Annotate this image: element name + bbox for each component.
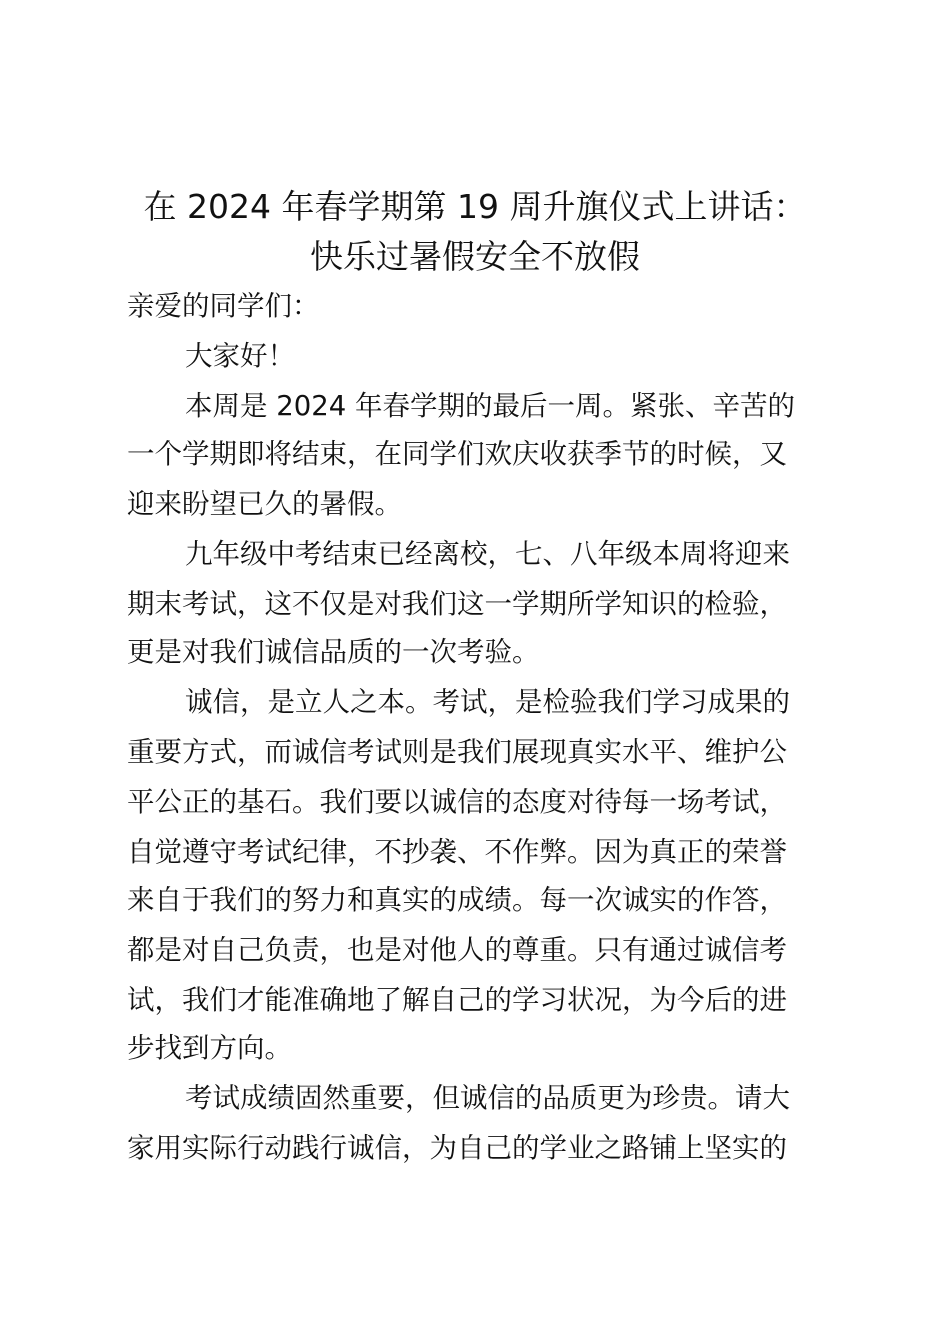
document-title-line-2: 快乐过暑假安全不放假 [310, 237, 640, 276]
salutation: 亲爱的同学们： [127, 290, 320, 322]
paragraph-line: 期末考试，这不仅是对我们这一学期所学知识的检验， [127, 588, 787, 620]
paragraph-line: 重要方式，而诚信考试则是我们展现真实水平、维护公 [127, 736, 787, 768]
paragraph-line: 自觉遵守考试纪律，不抄袭、不作弊。因为真正的荣誉 [127, 836, 787, 868]
document-title-line-1: 在 2024 年春学期第 19 周升旗仪式上讲话： [143, 187, 807, 226]
paragraph-line: 试，我们才能准确地了解自己的学习状况，为今后的进 [127, 984, 787, 1016]
paragraph-line: 诚信，是立人之本。考试，是检验我们学习成果的 [185, 686, 790, 718]
paragraph-line: 九年级中考结束已经离校，七、八年级本周将迎来 [185, 538, 790, 570]
paragraph-line: 一个学期即将结束，在同学们欢庆收获季节的时候，又 [127, 438, 787, 470]
paragraph-line: 家用实际行动践行诚信，为自己的学业之路铺上坚实的 [127, 1132, 787, 1164]
paragraph-line: 本周是 2024 年春学期的最后一周。紧张、辛苦的 [185, 390, 795, 422]
paragraph-line: 迎来盼望已久的暑假。 [127, 488, 402, 520]
greeting: 大家好！ [185, 340, 295, 372]
paragraph-line: 考试成绩固然重要，但诚信的品质更为珍贵。请大 [185, 1082, 790, 1114]
paragraph-line: 来自于我们的努力和真实的成绩。每一次诚实的作答， [127, 884, 787, 916]
paragraph-line: 平公正的基石。我们要以诚信的态度对待每一场考试， [127, 786, 787, 818]
paragraph-line: 都是对自己负责，也是对他人的尊重。只有通过诚信考 [127, 934, 787, 966]
paragraph-line: 步找到方向。 [127, 1032, 292, 1064]
paragraph-line: 更是对我们诚信品质的一次考验。 [127, 636, 540, 668]
